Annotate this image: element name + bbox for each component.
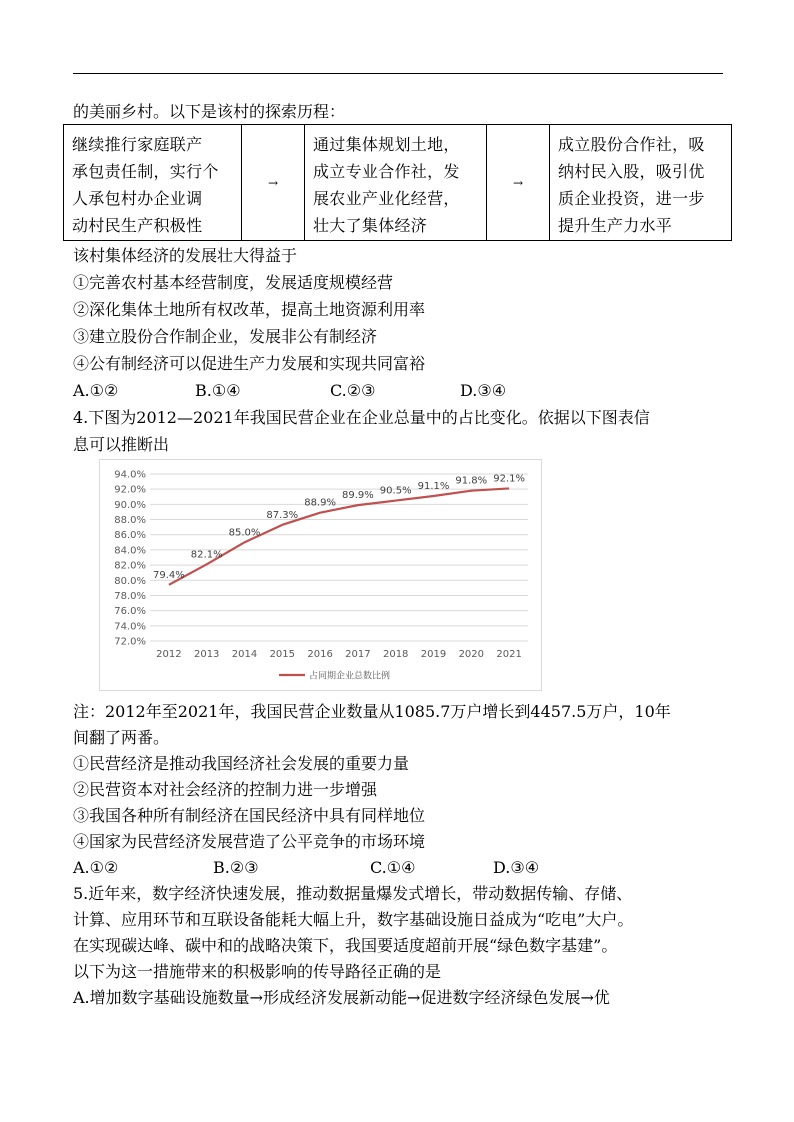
private-enterprise-share-chart xyxy=(99,459,542,691)
flow-step-1-line: 继续推行家庭联产 xyxy=(72,135,203,154)
data-label: 87.3% xyxy=(266,509,299,521)
flow-step-3-line: 质企业投资，进一步 xyxy=(558,189,705,208)
data-label: 82.1% xyxy=(190,549,223,561)
y-tick-label: 88.0% xyxy=(114,515,146,527)
q4-option-b[interactable]: B.②③ xyxy=(213,858,259,877)
y-tick-label: 74.0% xyxy=(114,621,146,633)
flow-step-3-line: 成立股份合作社，吸 xyxy=(558,135,705,154)
x-tick-label: 2018 xyxy=(382,649,409,660)
y-tick-label: 80.0% xyxy=(114,575,146,587)
q4-option-a[interactable]: A.①② xyxy=(73,858,119,877)
q3-stem: 该村集体经济的发展壮大得益于 xyxy=(73,246,298,265)
x-tick-label: 2015 xyxy=(269,649,296,660)
q4-note-line-2: 间翻了两番。 xyxy=(73,728,170,747)
flow-step-1-line: 人承包村办企业调 xyxy=(72,189,203,208)
chart-svg xyxy=(100,460,541,690)
data-label: 90.5% xyxy=(379,485,412,497)
flow-step-3 xyxy=(550,125,732,241)
x-tick-label: 2021 xyxy=(496,649,522,660)
y-tick-label: 82.0% xyxy=(114,560,146,572)
x-tick-label: 2012 xyxy=(156,649,182,660)
q5-line-1: 5.近年来，数字经济快速发展，推动数据量爆发式增长，带动数据传输、存储、 xyxy=(73,884,633,903)
y-tick-label: 78.0% xyxy=(114,590,146,602)
intro-text: 的美丽乡村。以下是该村的探索历程： xyxy=(73,102,346,121)
flow-step-2-line: 壮大了集体经济 xyxy=(313,216,428,235)
y-tick-label: 86.0% xyxy=(114,530,146,542)
q3-item-2: ②深化集体土地所有权改革，提高土地资源利用率 xyxy=(73,300,426,319)
flow-step-2-line: 展农业产业化经营， xyxy=(313,189,460,208)
q5-line-4: 以下为这一措施带来的积极影响的传导路径正确的是 xyxy=(73,962,442,981)
y-tick-label: 72.0% xyxy=(114,636,146,648)
q3-item-1: ①完善农村基本经营制度，发展适度规模经营 xyxy=(73,273,394,292)
flow-arrow-2: → xyxy=(487,125,550,241)
flow-step-1-line: 动村民生产积极性 xyxy=(72,216,203,235)
data-label: 79.4% xyxy=(153,569,185,581)
q4-stem-line-2: 息可以推断出 xyxy=(73,435,170,454)
flow-step-2-line: 通过集体规划土地， xyxy=(313,135,460,154)
q3-item-3: ③建立股份合作制企业，发展非公有制经济 xyxy=(73,327,378,346)
flow-step-1-line: 承包责任制，实行个 xyxy=(72,162,219,181)
y-tick-label: 84.0% xyxy=(114,545,146,557)
y-tick-label: 76.0% xyxy=(114,606,146,618)
flow-step-1 xyxy=(64,125,242,241)
data-label: 92.1% xyxy=(493,473,525,485)
flow-step-3-line: 纳村民入股，吸引优 xyxy=(558,162,705,181)
x-tick-label: 2017 xyxy=(345,649,371,660)
process-flow-table xyxy=(63,124,732,241)
x-tick-label: 2019 xyxy=(420,649,447,660)
x-tick-label: 2016 xyxy=(307,649,333,660)
flow-step-2 xyxy=(305,125,487,241)
data-label: 91.1% xyxy=(417,481,450,493)
q3-option-b[interactable]: B.①④ xyxy=(195,381,241,400)
q4-item-4: ④国家为民营经济发展营造了公平竞争的市场环境 xyxy=(73,832,426,851)
q5-line-5: A.增加数字基础设施数量→形成经济发展新动能→促进数字经济绿色发展→优 xyxy=(73,988,610,1007)
header-rule xyxy=(73,73,723,74)
data-label: 89.9% xyxy=(342,490,374,502)
q5-line-2: 计算、应用环节和互联设备能耗大幅上升，数字基础设施日益成为“吃电”大户。 xyxy=(73,910,634,929)
q3-option-d[interactable]: D.③④ xyxy=(460,381,507,400)
q4-note-line-1: 注：2012年至2021年，我国民营企业数量从1085.7万户增长到4457.5万户，10年 xyxy=(73,702,671,721)
q4-item-2: ②民营资本对社会经济的控制力进一步增强 xyxy=(73,780,378,799)
data-label: 91.8% xyxy=(455,475,488,487)
q4-options xyxy=(73,857,539,879)
flow-arrow-1: → xyxy=(242,125,305,241)
q4-option-d[interactable]: D.③④ xyxy=(493,858,540,877)
flow-step-3-line: 提升生产力水平 xyxy=(558,216,673,235)
q3-item-4: ④公有制经济可以促进生产力发展和实现共同富裕 xyxy=(73,354,426,373)
q4-item-1: ①民营经济是推动我国经济社会发展的重要力量 xyxy=(73,754,410,773)
flow-step-2-line: 成立专业合作社，发 xyxy=(313,162,460,181)
legend-label: 占同期企业总数比例 xyxy=(309,671,391,682)
data-label: 88.9% xyxy=(304,497,336,509)
q3-option-c[interactable]: C.②③ xyxy=(330,381,376,400)
y-tick-label: 90.0% xyxy=(114,499,146,511)
y-tick-label: 92.0% xyxy=(114,484,146,496)
y-tick-label: 94.0% xyxy=(114,469,146,481)
x-tick-label: 2020 xyxy=(458,649,485,660)
q4-option-c[interactable]: C.①④ xyxy=(370,858,416,877)
q4-item-3: ③我国各种所有制经济在国民经济中具有同样地位 xyxy=(73,806,426,825)
q5-line-3: 在实现碳达峰、碳中和的战略决策下，我国要适度超前开展“绿色数字基建”。 xyxy=(73,936,618,955)
q3-options xyxy=(73,380,506,402)
data-label: 85.0% xyxy=(228,527,261,539)
q3-option-a[interactable]: A.①② xyxy=(73,381,119,400)
x-tick-label: 2014 xyxy=(231,649,258,660)
q4-stem-line-1: 4.下图为2012—2021年我国民营企业在企业总量中的占比变化。依据以下图表信 xyxy=(73,408,650,427)
x-tick-label: 2013 xyxy=(193,649,220,660)
